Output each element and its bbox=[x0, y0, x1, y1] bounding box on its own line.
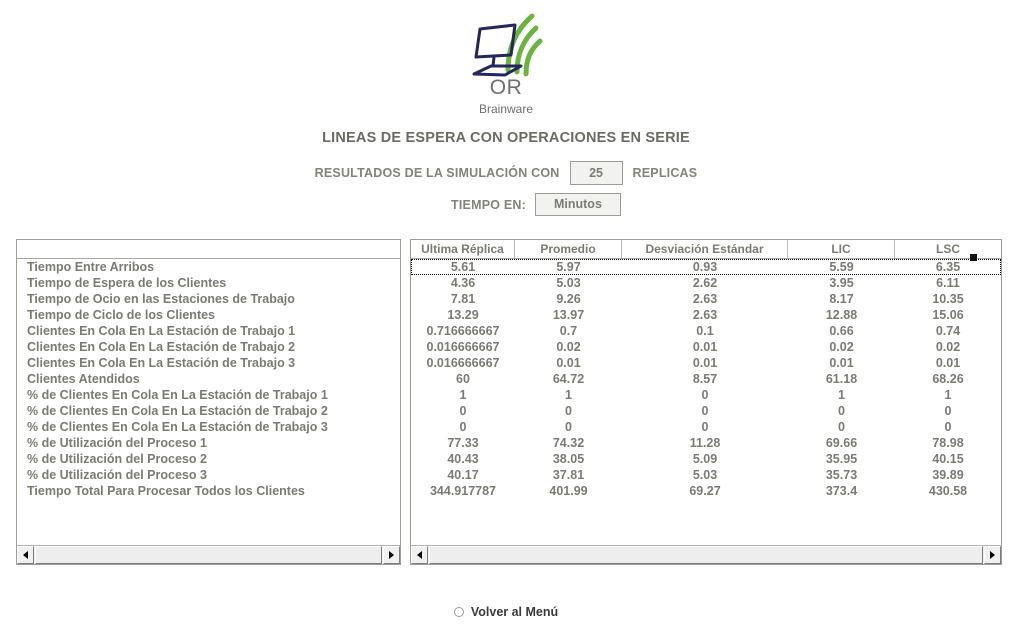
table-cell[interactable]: 4.36 bbox=[450, 276, 476, 290]
computer-wifi-logo-icon bbox=[458, 8, 554, 82]
table-cell[interactable]: 0 bbox=[459, 420, 467, 434]
table-cell[interactable]: 69.27 bbox=[689, 484, 721, 498]
table-cell[interactable]: 0 bbox=[565, 420, 572, 434]
table-cell[interactable]: 0.7 bbox=[559, 324, 578, 338]
table-cell[interactable]: 0 bbox=[944, 404, 952, 418]
table-cell[interactable]: 15.06 bbox=[932, 308, 964, 322]
back-to-menu-radio[interactable] bbox=[0, 605, 1012, 619]
table-cell[interactable]: 0 bbox=[701, 420, 709, 434]
table-cell[interactable]: 373.4 bbox=[825, 484, 858, 498]
right-scroll-track[interactable] bbox=[429, 546, 983, 564]
table-cell[interactable]: 0 bbox=[838, 404, 845, 418]
radio-button-icon[interactable] bbox=[454, 607, 464, 617]
table-row[interactable] bbox=[411, 483, 1001, 499]
table-cell[interactable]: 40.43 bbox=[447, 452, 479, 466]
table-cell[interactable]: 0 bbox=[944, 420, 952, 434]
table-cell[interactable]: 60 bbox=[456, 372, 470, 386]
left-panel-horizontal-scrollbar[interactable] bbox=[17, 545, 400, 564]
table-cell[interactable]: 37.81 bbox=[552, 468, 585, 482]
table-row[interactable] bbox=[411, 435, 1001, 451]
table-cell[interactable]: 12.88 bbox=[825, 308, 858, 322]
table-cell[interactable]: 9.26 bbox=[556, 292, 581, 306]
table-cell[interactable]: 0 bbox=[565, 404, 572, 418]
left-scroll-left-button[interactable] bbox=[17, 546, 34, 564]
metric-label-row[interactable]: % de Utilización del Proceso 2 bbox=[27, 452, 207, 466]
table-cell[interactable]: 64.72 bbox=[552, 372, 585, 386]
column-header-3[interactable]: Desviación Estándar bbox=[622, 240, 788, 258]
table-cell[interactable]: 5.03 bbox=[556, 276, 581, 290]
table-cell[interactable]: 5.59 bbox=[829, 260, 854, 274]
table-cell[interactable]: 0.1 bbox=[696, 324, 714, 338]
left-scroll-right-button[interactable] bbox=[383, 546, 400, 564]
arrow-left-icon bbox=[417, 551, 422, 559]
time-unit-label: TIEMPO EN: bbox=[451, 197, 526, 212]
column-header-1[interactable]: Ultima Réplica bbox=[411, 240, 515, 258]
table-cell[interactable]: 10.35 bbox=[932, 292, 964, 306]
page-title: LINEAS DE ESPERA CON OPERACIONES EN SERIE bbox=[322, 130, 690, 146]
table-cell[interactable]: 0 bbox=[459, 404, 467, 418]
table-cell[interactable]: 11.28 bbox=[689, 436, 721, 450]
table-row[interactable] bbox=[411, 387, 1001, 403]
table-row[interactable] bbox=[411, 275, 1001, 291]
table-cell[interactable]: 7.81 bbox=[450, 292, 476, 306]
logo-brand-name: Brainware bbox=[478, 102, 534, 116]
simulation-prefix-label: RESULTADOS DE LA SIMULACIÓN CON bbox=[314, 166, 560, 180]
metric-label-row[interactable]: Clientes En Cola En La Estación de Trabajo 2 bbox=[27, 340, 296, 354]
time-unit-line bbox=[0, 193, 1012, 216]
table-cell[interactable]: 61.18 bbox=[825, 372, 858, 386]
table-cell[interactable]: 35.73 bbox=[825, 468, 858, 482]
table-cell[interactable]: 1 bbox=[459, 388, 467, 402]
right-panel-horizontal-scrollbar[interactable] bbox=[411, 545, 1001, 564]
table-cell[interactable]: 74.32 bbox=[552, 436, 585, 450]
table-cell[interactable]: 0.01 bbox=[829, 356, 854, 370]
metric-label-row[interactable]: Tiempo de Ocio en las Estaciones de Trabajo bbox=[27, 292, 295, 306]
metric-label-row[interactable]: Tiempo de Ciclo de los Clientes bbox=[27, 308, 216, 322]
metric-label-row[interactable]: % de Clientes En Cola En La Estación de Trabajo 1 bbox=[27, 388, 328, 402]
column-header-4[interactable]: LIC bbox=[788, 240, 895, 258]
table-cell[interactable]: 430.58 bbox=[928, 484, 968, 498]
metric-label-row[interactable]: % de Clientes En Cola En La Estación de Trabajo 3 bbox=[27, 420, 328, 434]
metric-label-row[interactable]: % de Clientes En Cola En La Estación de Trabajo 2 bbox=[27, 404, 328, 418]
table-cell[interactable]: 0.93 bbox=[692, 260, 718, 274]
table-cell[interactable]: 2.62 bbox=[692, 276, 718, 290]
table-row[interactable] bbox=[411, 291, 1001, 307]
metric-label-row[interactable]: Clientes En Cola En La Estación de Trabajo 3 bbox=[27, 356, 296, 370]
table-cell[interactable]: 40.17 bbox=[447, 468, 479, 482]
table-row[interactable] bbox=[411, 419, 1001, 435]
column-header-2[interactable]: Promedio bbox=[515, 240, 622, 258]
back-to-menu-label: Volver al Menú bbox=[470, 605, 559, 619]
table-cell[interactable]: 0 bbox=[701, 388, 709, 402]
table-cell[interactable]: 0 bbox=[701, 404, 709, 418]
app-logo bbox=[0, 8, 1012, 117]
right-scroll-right-button[interactable] bbox=[984, 546, 1001, 564]
table-cell[interactable]: 3.95 bbox=[829, 276, 854, 290]
table-cell[interactable]: 5.97 bbox=[556, 260, 581, 274]
table-row[interactable] bbox=[411, 467, 1001, 483]
table-cell[interactable]: 68.26 bbox=[932, 372, 964, 386]
table-row[interactable] bbox=[411, 339, 1001, 355]
logo-acronym: OR bbox=[489, 76, 523, 99]
table-cell[interactable]: 5.03 bbox=[692, 468, 718, 482]
replicas-suffix-label: REPLICAS bbox=[632, 166, 698, 180]
table-row[interactable] bbox=[411, 307, 1001, 323]
table-cell[interactable]: 6.35 bbox=[935, 260, 961, 274]
table-cell[interactable]: 0.01 bbox=[556, 356, 581, 370]
table-cell[interactable]: 2.63 bbox=[692, 292, 718, 306]
metric-label-row[interactable]: % de Utilización del Proceso 1 bbox=[27, 436, 207, 450]
metric-label-row[interactable]: Clientes Atendidos bbox=[27, 372, 140, 386]
table-cell[interactable]: 1 bbox=[944, 388, 952, 402]
left-scroll-track[interactable] bbox=[35, 546, 382, 564]
table-row[interactable] bbox=[411, 403, 1001, 419]
table-cell[interactable]: 0.01 bbox=[692, 356, 718, 370]
arrow-left-icon bbox=[23, 551, 28, 559]
arrow-right-icon bbox=[389, 551, 394, 559]
table-cell[interactable]: 344.917787 bbox=[429, 484, 497, 498]
table-cell[interactable]: 0.016666667 bbox=[426, 340, 500, 354]
left-scroll-thumb[interactable] bbox=[35, 546, 382, 564]
table-cell[interactable]: 0 bbox=[838, 420, 845, 434]
table-cell[interactable]: 5.09 bbox=[692, 452, 718, 466]
metrics-label-header bbox=[17, 240, 400, 259]
table-cell[interactable]: 0.02 bbox=[829, 340, 854, 354]
table-cell[interactable]: 0.01 bbox=[692, 340, 718, 354]
table-cell[interactable]: 77.33 bbox=[447, 436, 479, 450]
column-header-5[interactable]: LSC bbox=[936, 242, 960, 256]
table-cell[interactable]: 0.66 bbox=[829, 324, 854, 338]
table-cell[interactable]: 5.61 bbox=[450, 260, 476, 274]
statistics-table-body bbox=[411, 259, 1001, 544]
table-cell[interactable]: 8.57 bbox=[692, 372, 718, 386]
table-row[interactable] bbox=[411, 371, 1001, 387]
metrics-label-header-cell bbox=[17, 240, 400, 258]
table-cell[interactable]: 0.016666667 bbox=[426, 356, 500, 370]
table-cell[interactable]: 1 bbox=[565, 388, 572, 402]
table-cell[interactable]: 0.02 bbox=[556, 340, 581, 354]
statistics-table-header bbox=[411, 240, 1001, 259]
metric-label-row[interactable]: Clientes En Cola En La Estación de Trabajo 1 bbox=[27, 324, 296, 338]
table-cell[interactable]: 0.02 bbox=[935, 340, 961, 354]
table-row[interactable] bbox=[411, 451, 1001, 467]
metric-label-row[interactable]: Tiempo Entre Arribos bbox=[27, 260, 155, 274]
metrics-label-panel bbox=[16, 239, 401, 565]
table-cell[interactable]: 8.17 bbox=[829, 292, 854, 306]
table-cell[interactable]: 0.01 bbox=[935, 356, 961, 370]
right-scroll-thumb[interactable] bbox=[429, 546, 983, 564]
table-cell[interactable]: 40.15 bbox=[932, 452, 964, 466]
table-row[interactable] bbox=[411, 259, 1001, 275]
metric-label-row[interactable]: % de Utilización del Proceso 3 bbox=[27, 468, 207, 482]
metrics-label-list bbox=[17, 259, 400, 544]
metric-label-row[interactable]: Tiempo de Espera de los Clientes bbox=[27, 276, 227, 290]
table-cell[interactable]: 69.66 bbox=[825, 436, 858, 450]
table-cell[interactable]: 35.95 bbox=[825, 452, 858, 466]
table-cell[interactable]: 13.97 bbox=[552, 308, 585, 322]
table-cell[interactable]: 0.716666667 bbox=[426, 324, 500, 338]
simulation-replicas-line bbox=[0, 161, 1012, 185]
table-cell[interactable]: 39.89 bbox=[932, 468, 964, 482]
arrow-right-icon bbox=[990, 551, 995, 559]
metric-label-row[interactable]: Tiempo Total Para Procesar Todos los Clientes bbox=[27, 484, 305, 498]
table-cell[interactable]: 13.29 bbox=[447, 308, 479, 322]
table-cell[interactable]: 78.98 bbox=[932, 436, 964, 450]
right-scroll-left-button[interactable] bbox=[411, 546, 428, 564]
table-cell[interactable]: 1 bbox=[838, 388, 845, 402]
table-cell[interactable]: 0.74 bbox=[935, 324, 961, 338]
table-cell[interactable]: 38.05 bbox=[552, 452, 585, 466]
replicas-input[interactable]: 25 bbox=[570, 161, 623, 185]
table-cell[interactable]: 6.11 bbox=[936, 276, 960, 290]
statistics-table-panel bbox=[410, 239, 1002, 565]
time-unit-input[interactable]: Minutos bbox=[535, 193, 621, 216]
table-row[interactable] bbox=[411, 323, 1001, 339]
table-cell[interactable]: 2.63 bbox=[692, 308, 718, 322]
table-row[interactable] bbox=[411, 355, 1001, 371]
table-cell[interactable]: 401.99 bbox=[549, 484, 588, 498]
